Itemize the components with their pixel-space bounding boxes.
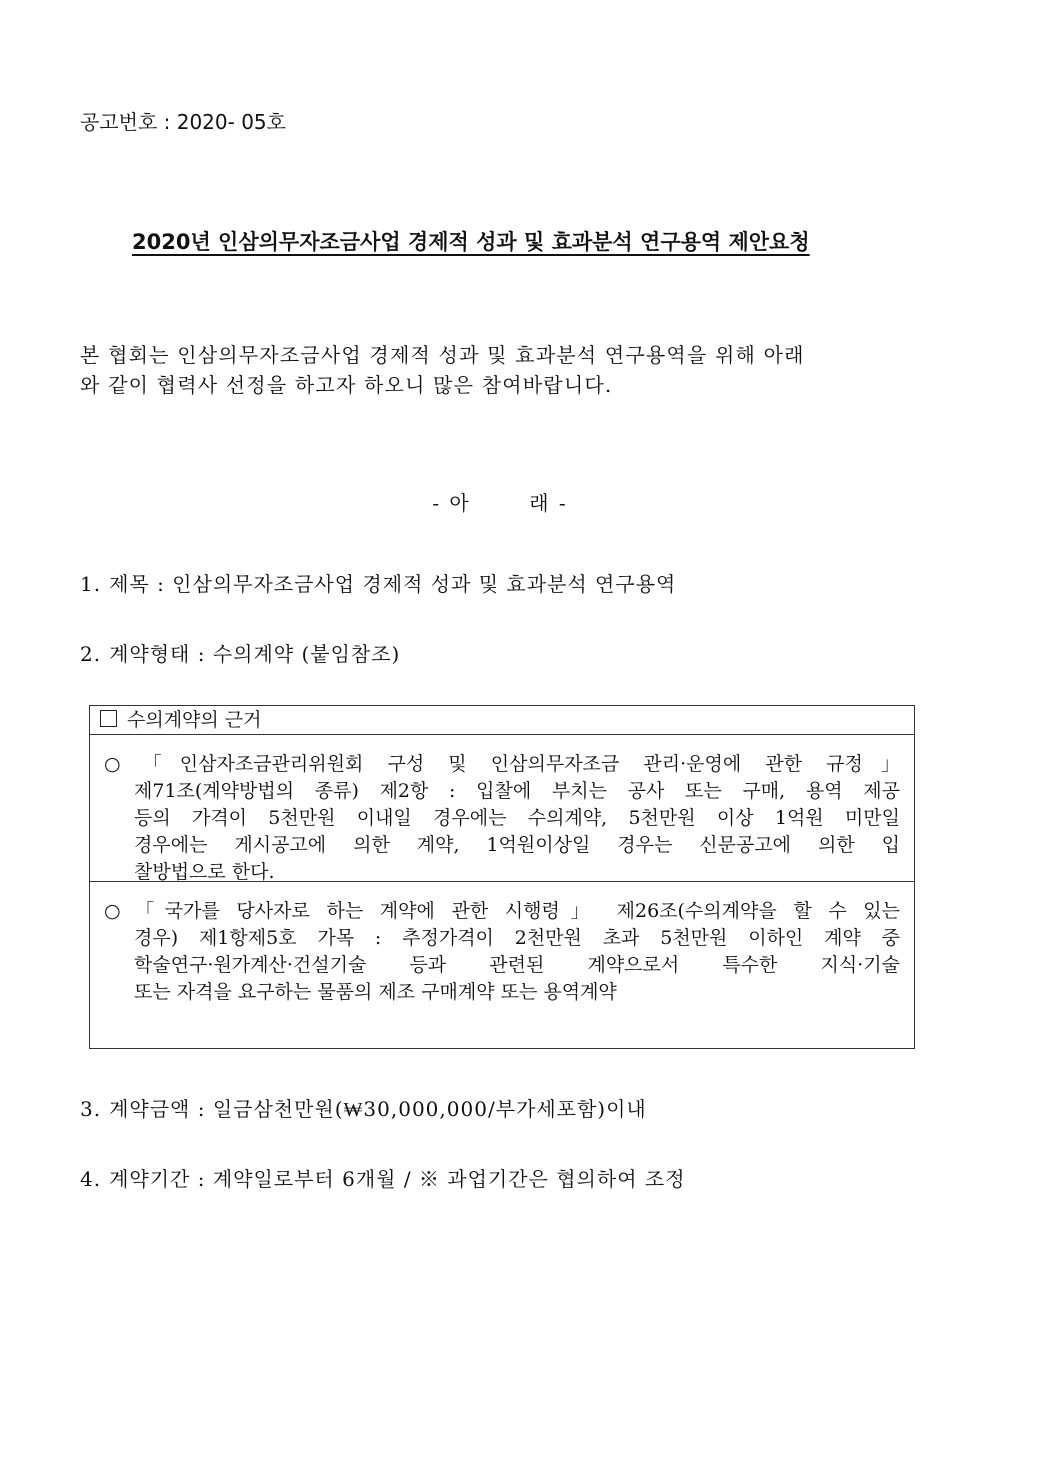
intro-line-1: 본 협회는 인삼의무자조금사업 경제적 성과 및 효과분석 연구용역을 위해 아래: [80, 343, 805, 367]
item-title: [80, 568, 676, 597]
item-number: 4.: [80, 1167, 102, 1191]
item-text: 계약형태 : 수의계약 (붙임참조): [109, 642, 401, 666]
intro-line-2: 와 같이 협력사 선정을 하고자 하오니 많은 참여바랍니다.: [80, 373, 613, 397]
basis-heading: [90, 706, 914, 735]
intro-paragraph: [80, 340, 930, 400]
clause-line: 제71조(계약방법의 종류) 제2항 : 입찰에 부치는 공사 또는 구매, 용역 제공: [134, 780, 900, 802]
item-contract-amount: [80, 1093, 647, 1122]
item-contract-period: [80, 1163, 686, 1192]
clause-line: ○ 「국가를 당사자로 하는 계약에 관한 시행령」 제26조(수의계약을 할 수 있는: [104, 900, 900, 922]
item-text: 제목 : 인삼의무자조금사업 경제적 성과 및 효과분석 연구용역: [109, 572, 677, 596]
checkbox-square-icon: [100, 710, 117, 727]
clause-line: 등의 가격이 5천만원 이내일 경우에는 수의계약, 5천만원 이상 1억원 미만일: [134, 807, 900, 829]
clause-line: 경우에는 게시공고에 의한 계약, 1억원이상일 경우는 신문공고에 의한 입: [134, 834, 900, 856]
item-contract-type: [80, 638, 400, 667]
clause-line: 경우) 제1항제5호 가목 : 추정가격이 2천만원 초과 5천만원 이하인 계약 중: [134, 927, 900, 949]
item-number: 1.: [80, 572, 102, 596]
notice-number: 공고번호 : 2020- 05호: [80, 110, 286, 134]
clause-line: 또는 자격을 요구하는 물품의 제조 구매계약 또는 용역계약: [134, 981, 617, 1003]
circle-bullet-icon: ○: [104, 900, 132, 922]
arae-heading: - 아 래 -: [432, 491, 568, 515]
clause-line: ○ 「인삼자조금관리위원회 구성 및 인삼의무자조금 관리·운영에 관한 규정」: [104, 753, 900, 775]
item-text: 계약기간 : 계약일로부터 6개월 / ※ 과업기간은 협의하여 조정: [109, 1167, 686, 1191]
item-number: 2.: [80, 642, 102, 666]
contract-basis-box: [89, 705, 915, 1049]
clause-line: 찰방법으로 한다.: [134, 861, 275, 883]
clause-line: 학술연구·원가계산·건설기술 등과 관련된 계약으로서 특수한 지식·기술: [134, 954, 900, 976]
item-text: 계약금액 : 일금삼천만원(₩30,000,000/부가세포함)이내: [109, 1097, 647, 1121]
basis-heading-text: 수의계약의 근거: [127, 709, 262, 731]
item-number: 3.: [80, 1097, 102, 1121]
basis-clause-2: [90, 882, 914, 1049]
circle-bullet-icon: ○: [104, 753, 139, 775]
basis-clause-1: [90, 735, 914, 882]
document-title: 2020년 인삼의무자조금사업 경제적 성과 및 효과분석 연구용역 제안요청: [132, 230, 810, 254]
